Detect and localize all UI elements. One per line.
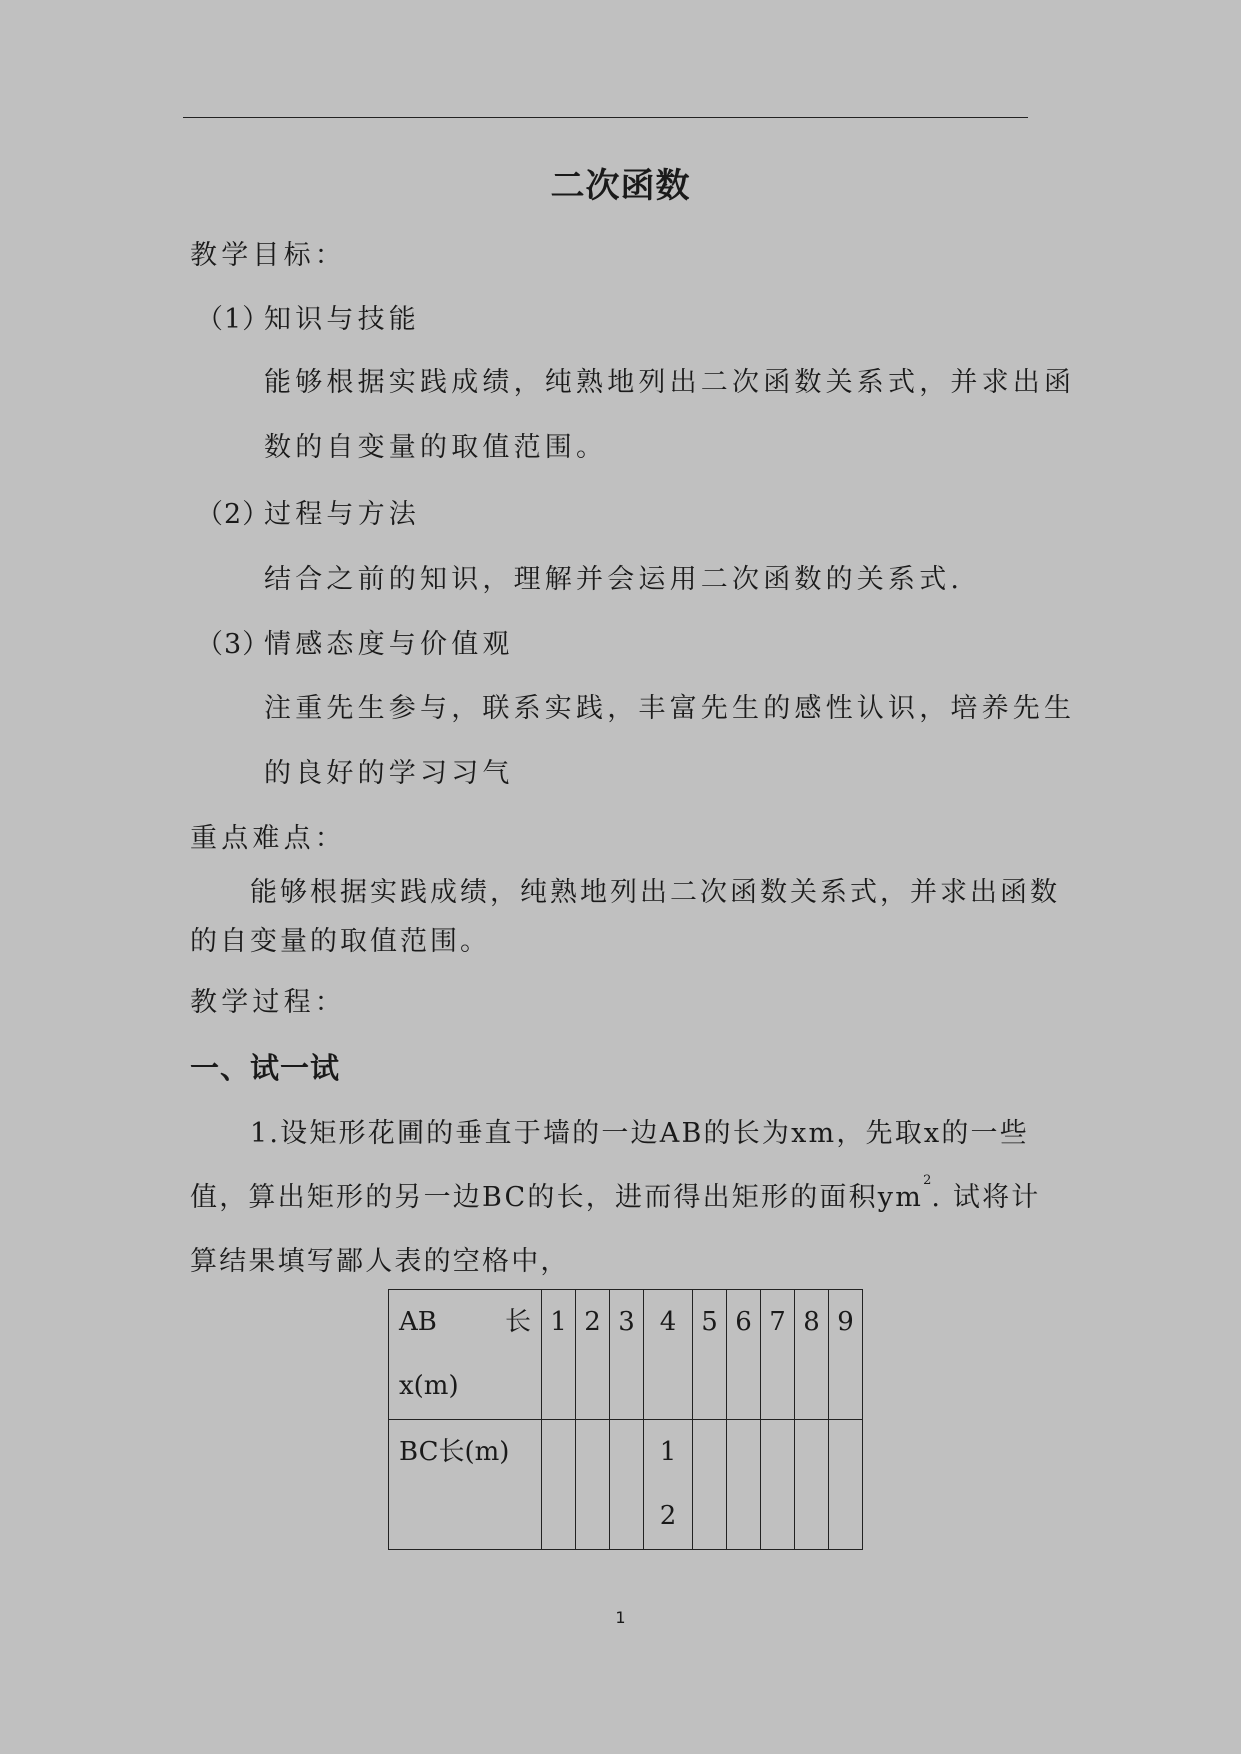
table-cell-ab-8[interactable]	[795, 1290, 829, 1420]
objective-2-title: 过程与方法	[264, 499, 420, 530]
paragraph-1-line-2	[190, 1175, 1041, 1214]
section-heading: 一、试一试	[190, 1051, 341, 1085]
objective-2-number: （2）	[196, 499, 271, 530]
ab-value: 6	[735, 1307, 752, 1337]
table-cell-bc-1[interactable]	[542, 1420, 576, 1550]
table-cell-bc-5[interactable]	[693, 1420, 727, 1550]
table-cell-ab-1[interactable]	[542, 1290, 576, 1420]
objective-3-number: （3）	[196, 629, 271, 660]
objective-3-title: 情感态度与价值观	[264, 629, 514, 660]
table-cell-bc-4[interactable]	[644, 1420, 693, 1550]
table-cell-bc-3[interactable]	[610, 1420, 644, 1550]
paragraph-1-line-2-text: 值，算出矩形的另一边BC的长，进而得出矩形的面积ym	[190, 1182, 924, 1213]
header-rule	[183, 117, 1028, 118]
table-cell-bc-label	[389, 1420, 542, 1550]
data-table	[388, 1289, 863, 1550]
objective-3-line-1: 注重先生参与，联系实践，丰富先生的感性认识，培养先生	[264, 693, 1076, 724]
table-row-ab	[389, 1290, 863, 1420]
paragraph-1-line-2-end: . 试将计	[931, 1182, 1041, 1213]
keypoints-line-2: 的自变量的取值范围。	[190, 926, 490, 957]
ab-value: 4	[659, 1307, 677, 1337]
superscript-2: 2	[923, 1173, 932, 1188]
bc-label-text: BC长(m)	[399, 1437, 510, 1467]
table-cell-bc-6[interactable]	[727, 1420, 761, 1550]
paragraph-1-line-1: 1.设矩形花圃的垂直于墙的一边AB的长为xm，先取x的一些	[250, 1118, 1029, 1149]
ab-value: 7	[769, 1307, 786, 1337]
objective-1-number: （1）	[196, 304, 271, 335]
objective-1-title: 知识与技能	[264, 304, 420, 335]
objective-3-line-2: 的良好的学习习气	[264, 758, 514, 789]
bc-value-part-2: 2	[659, 1501, 677, 1531]
objective-1-line-1: 能够根据实践成绩，纯熟地列出二次函数关系式，并求出函	[264, 367, 1076, 398]
table-cell-bc-8[interactable]	[795, 1420, 829, 1550]
ab-length-text: 长	[504, 1307, 531, 1337]
ab-value: 1	[550, 1307, 567, 1337]
table-cell-ab-2[interactable]	[576, 1290, 610, 1420]
process-heading: 教学过程：	[190, 987, 346, 1018]
objective-1-line-2: 数的自变量的取值范围。	[264, 432, 608, 463]
table-cell-ab-9[interactable]	[829, 1290, 863, 1420]
page-title: 二次函数	[550, 166, 691, 206]
paragraph-1-line-3: 算结果填写鄙人表的空格中，	[190, 1246, 570, 1277]
ab-unit-text: x(m)	[399, 1371, 459, 1401]
ab-value: 9	[837, 1307, 854, 1337]
objective-2-line-1: 结合之前的知识，理解并会运用二次函数的关系式.	[264, 564, 964, 595]
table-cell-ab-3[interactable]	[610, 1290, 644, 1420]
ab-value: 2	[584, 1307, 601, 1337]
ab-value: 5	[701, 1307, 718, 1337]
keypoints-heading: 重点难点：	[190, 823, 346, 854]
table-cell-bc-7[interactable]	[761, 1420, 795, 1550]
table-cell-ab-label	[389, 1290, 542, 1420]
table-row-bc	[389, 1420, 863, 1550]
ab-value: 8	[803, 1307, 820, 1337]
table-cell-ab-5[interactable]	[693, 1290, 727, 1420]
ab-value: 3	[618, 1307, 635, 1337]
objectives-heading: 教学目标：	[190, 240, 346, 271]
table-cell-bc-2[interactable]	[576, 1420, 610, 1550]
table-cell-ab-7[interactable]	[761, 1290, 795, 1420]
bc-value-part-1: 1	[659, 1437, 677, 1467]
keypoints-line-1: 能够根据实践成绩，纯熟地列出二次函数关系式，并求出函数	[250, 877, 1060, 908]
page-number: 1	[615, 1608, 626, 1627]
table-cell-bc-9[interactable]	[829, 1420, 863, 1550]
ab-label-text: AB	[399, 1307, 437, 1337]
table-cell-ab-4[interactable]	[644, 1290, 693, 1420]
table-cell-ab-6[interactable]	[727, 1290, 761, 1420]
